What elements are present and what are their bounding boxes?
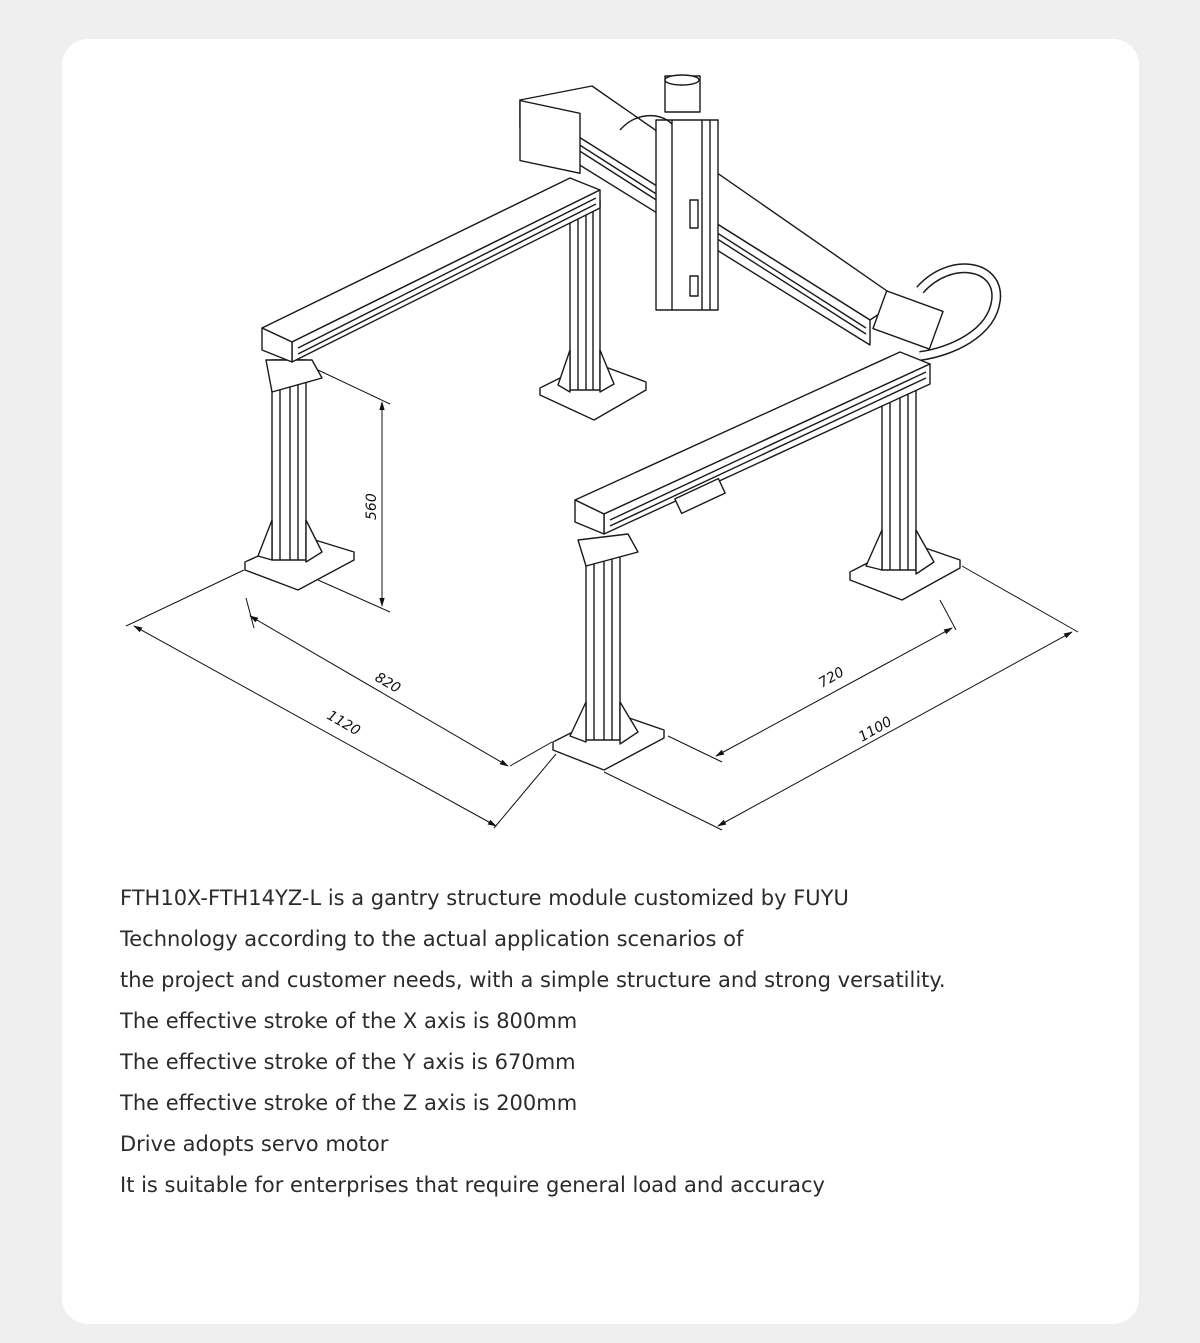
description-list: [120, 878, 1120, 1206]
description-line: The effective stroke of the Y axis is 670mm: [120, 1050, 576, 1074]
right-column: [850, 390, 960, 600]
z-axis: [656, 75, 718, 310]
dimension-1120: [126, 570, 556, 828]
dimension-720: [668, 600, 956, 762]
description-line: FTH10X-FTH14YZ-L is a gantry structure module customized by FUYU: [120, 886, 849, 910]
dim-label-outer-width: 1100: [856, 713, 895, 746]
dim-label-inner-depth: 820: [372, 669, 404, 697]
back-column: [540, 200, 646, 420]
dimension-560: [318, 370, 390, 612]
description-line: It is suitable for enterprises that require general load and accuracy: [120, 1173, 825, 1197]
description-line: Technology according to the actual application scenarios of: [120, 927, 744, 951]
dim-label-height: 560: [364, 493, 380, 520]
description-line: Drive adopts servo motor: [120, 1132, 389, 1156]
front-column: [553, 534, 664, 770]
left-y-beam: [262, 178, 600, 362]
left-column: [245, 360, 354, 590]
dimension-1100: [604, 566, 1078, 830]
description-line: The effective stroke of the X axis is 800mm: [120, 1009, 578, 1033]
description-line: The effective stroke of the Z axis is 200mm: [120, 1091, 578, 1115]
dim-label-outer-depth: 1120: [324, 707, 363, 740]
description-line: the project and customer needs, with a simple structure and strong versatility.: [120, 968, 946, 992]
dim-label-inner-width: 720: [816, 664, 848, 692]
